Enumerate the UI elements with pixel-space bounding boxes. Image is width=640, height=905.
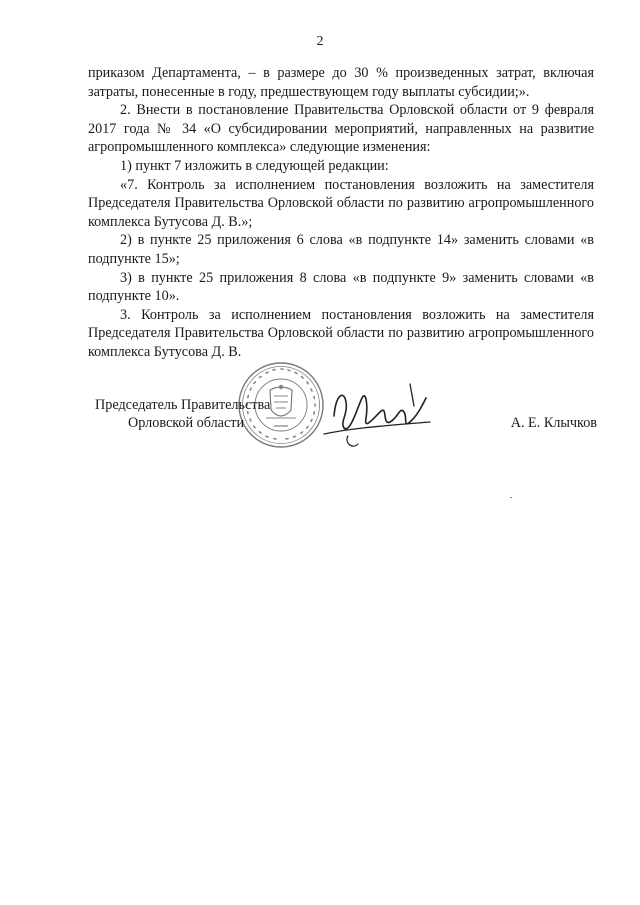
signer-title-line-2: Орловской области bbox=[128, 415, 245, 431]
signer-name: А. Е. Клычков bbox=[510, 415, 597, 431]
paragraph-subitem-1: 1) пункт 7 изложить в следующей редакции: bbox=[120, 157, 389, 174]
paragraph-subitem-2: 2) в пункте 25 приложения 6 слова «в подпункте 14» заменить словами «в подпункте 15»; bbox=[88, 232, 594, 267]
paragraph-item-3: 3. Контроль за исполнением постановления возложить на заместителя Председателя Правительства Орловской области по развитию агропромышленного комплекса Бутусова Д. В. bbox=[88, 306, 594, 360]
page-number: 2 bbox=[316, 34, 324, 49]
document-body bbox=[88, 64, 594, 362]
paragraph-item-2: 2. Внести в постановление Правительства Орловской области от 9 февраля 2017 года № 34 «О субсидировании мероприятий, направленных на развитие агропромышленного комплекса» следующие изменения: bbox=[88, 102, 594, 156]
signer-title-line-1: Председатель Правительства bbox=[95, 397, 271, 413]
paragraph-subitem-3: 3) в пункте 25 приложения 8 слова «в подпункте 9» заменить словами «в подпункте 10». bbox=[88, 269, 594, 305]
handwritten-signature bbox=[322, 376, 432, 456]
signature-block bbox=[0, 360, 640, 470]
paragraph-quote-7: «7. Контроль за исполнением постановления возложить на заместителя Председателя Правительства Орловской области по развитию агропромышленного комплекса Бутусова Д. В.»; bbox=[88, 176, 594, 230]
paragraph-continued: приказом Департамента, – в размере до 30 % произведенных затрат, включая затраты, понесенные в году, предшествующем году выплаты субсидии;». bbox=[88, 65, 594, 100]
scan-speck bbox=[510, 497, 512, 498]
